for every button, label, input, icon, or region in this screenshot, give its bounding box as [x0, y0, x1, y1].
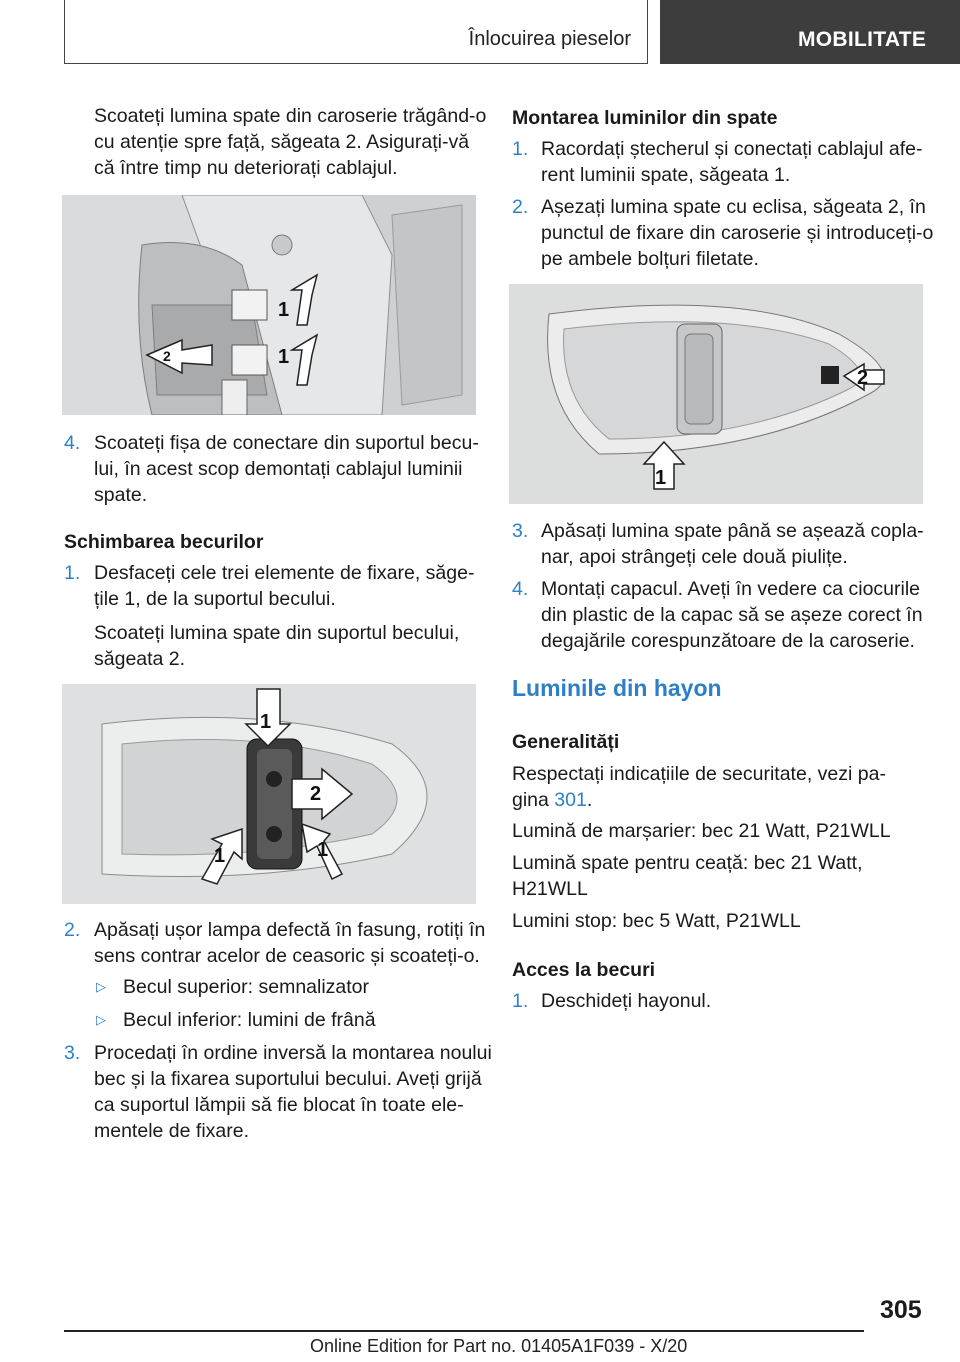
fig3-label-2: 2 — [857, 367, 869, 389]
footer-edition: Online Edition for Part no. 01405A1F039 - X/20 — [310, 1336, 688, 1356]
text-line: lui, în acest scop demontați cablajul luminii — [94, 458, 463, 480]
text-line: degajările corespunzătoare de la caroserie. — [541, 630, 915, 652]
text-line: punctul de fixare din caroserie și introduceți-o — [541, 222, 934, 244]
text-line: Respectați indicațiile de securitate, vezi pa- — [512, 763, 886, 785]
section-title: Luminile din hayon — [512, 675, 722, 701]
text-line: pe ambele bolțuri filetate. — [541, 248, 759, 270]
fig1-label-2: 2 — [163, 348, 171, 364]
page-link-301[interactable]: 301 — [554, 789, 587, 811]
text-line: Apăsați lumina spate până se așează copla- — [541, 520, 924, 542]
triangle-bullet-icon: ▷ — [96, 1012, 106, 1027]
text-line: cu atenție spre față, săgeata 2. Asigurați-vă — [94, 131, 470, 153]
text-line: că între timp nu deteriorați cablajul. — [94, 157, 398, 179]
fig1-label-1a: 1 — [278, 299, 290, 321]
text-line: Apăsați ușor lampa defectă în fasung, rotiți în — [94, 919, 486, 941]
fig2-label-1-left: 1 — [214, 845, 226, 867]
step-number: 4. — [512, 578, 529, 600]
text-line: Desfaceți cele trei elemente de fixare, săge- — [94, 562, 475, 584]
heading-generalitati: Generalități — [512, 731, 620, 753]
fig1-label-1b: 1 — [278, 346, 290, 368]
fig2-label-2: 2 — [310, 783, 322, 805]
spec-fog-light-2: H21WLL — [512, 878, 588, 900]
figure-rear-light-mounting — [509, 284, 923, 504]
step-number: 1. — [512, 138, 529, 160]
triangle-bullet-icon: ▷ — [96, 979, 106, 994]
bullet-text: Becul inferior: lumini de frână — [123, 1009, 376, 1031]
text-line: săgeata 2. — [94, 648, 186, 670]
text-line: spate. — [94, 484, 148, 506]
text-line: Scoateți lumina spate din suportul becului, — [94, 622, 460, 644]
header-tab — [64, 0, 648, 64]
text-line: din plastic de la capac să se așeze corect în — [541, 604, 923, 626]
heading-schimbarea-becurilor: Schimbarea becurilor — [64, 531, 264, 553]
text-fragment: . — [586, 789, 593, 811]
text-line: nar, apoi strângeți cele două piulițe. — [541, 546, 848, 568]
general-line-2 — [512, 787, 592, 813]
step-number: 3. — [64, 1042, 81, 1064]
step-number: 1. — [64, 562, 81, 584]
heading-montarea-luminilor: Montarea luminilor din spate — [512, 107, 778, 129]
step-number: 1. — [512, 990, 529, 1012]
text-line: sens contrar acelor de ceasoric și scoateți-o. — [94, 945, 480, 967]
text-fragment: gina — [512, 789, 555, 811]
text-line: ca suportul lămpii să fie blocat în toate ele- — [94, 1094, 464, 1116]
spec-stop-light: Lumini stop: bec 5 Watt, P21WLL — [512, 910, 801, 932]
text-line: rent luminii spate, săgeata 1. — [541, 164, 791, 186]
text-line: mentele de fixare. — [94, 1120, 250, 1142]
text-line: Racordați ștecherul și conectați cablajul afe- — [541, 138, 923, 160]
bullet-text: Becul superior: semnalizator — [123, 976, 370, 998]
fig3-label-1: 1 — [655, 467, 667, 489]
text-line: Scoateți lumina spate din caroserie trăgând-o — [94, 105, 487, 127]
heading-acces-becuri: Acces la becuri — [512, 959, 656, 981]
step-number: 2. — [64, 919, 81, 941]
spec-fog-light: Lumină spate pentru ceață: bec 21 Watt, — [512, 852, 863, 874]
text-line: țile 1, de la suportul becului. — [94, 588, 336, 610]
header-section-title: Înlocuirea pieselor — [468, 28, 631, 50]
header-chapter-label: MOBILITATE — [660, 0, 960, 64]
step-number: 3. — [512, 520, 529, 542]
text-line: bec și la fixarea suportului becului. Aveți grijă — [94, 1068, 482, 1090]
text-line: Montați capacul. Aveți în vedere ca ciocurile — [541, 578, 921, 600]
spec-reverse-light: Lumină de marșarier: bec 21 Watt, P21WLL — [512, 820, 891, 842]
figure-rear-light-removal — [62, 195, 476, 415]
footer-divider — [64, 1330, 864, 1332]
figure-bulb-holder — [62, 684, 476, 904]
text-line: Deschideți hayonul. — [541, 990, 712, 1012]
step-number: 4. — [64, 432, 81, 454]
text-line: Scoateți fișa de conectare din suportul becu- — [94, 432, 479, 454]
fig2-label-1-right: 1 — [317, 839, 329, 861]
page-number: 305 — [880, 1296, 922, 1324]
text-line: Așezați lumina spate cu eclisa, săgeata 2, în — [541, 196, 926, 218]
step-number: 2. — [512, 196, 529, 218]
fig2-label-1-top: 1 — [260, 711, 272, 733]
text-line: Procedați în ordine inversă la montarea noului — [94, 1042, 492, 1064]
